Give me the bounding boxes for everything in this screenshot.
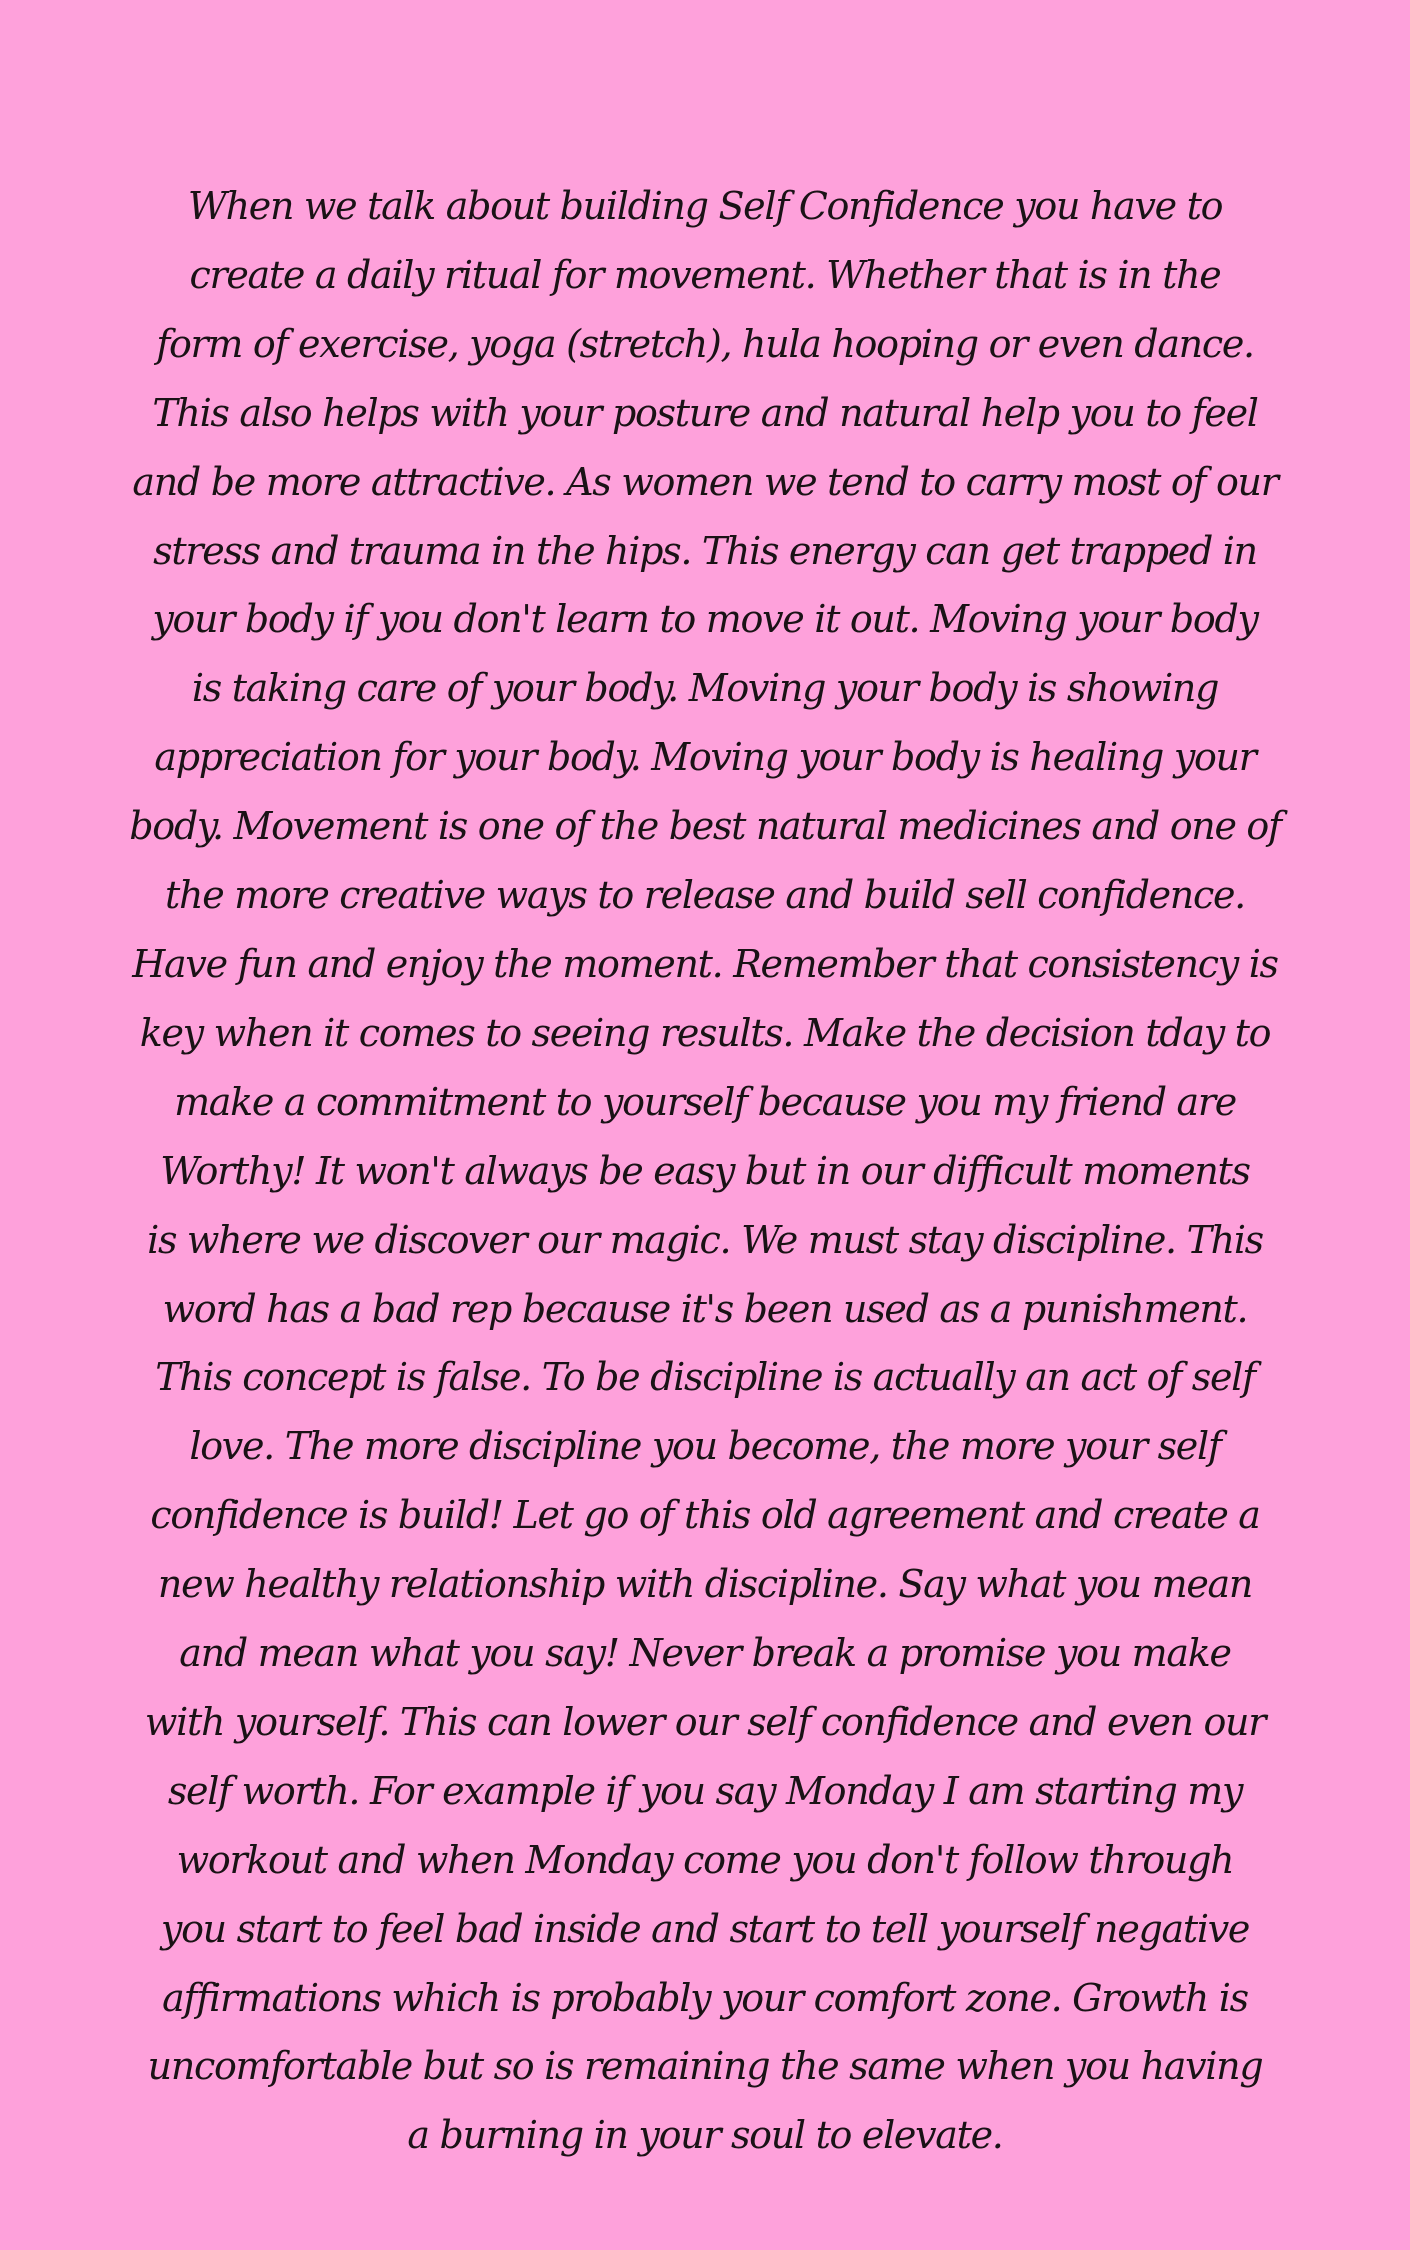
text-line: This also helps with your posture and natural help you to feel bbox=[152, 390, 1258, 435]
text-line: stress and trauma in the hips. This energy can get trapped in bbox=[153, 528, 1257, 573]
text-line: love. The more discipline you become, the more your self bbox=[189, 1424, 1221, 1469]
text-line: with yourself. This can lower our self confidence and even our bbox=[144, 1699, 1266, 1744]
body-text bbox=[90, 172, 1320, 2170]
text-line: This concept is false. To be discipline is actually an act of self bbox=[155, 1355, 1255, 1400]
text-line: your body if you don't learn to move it out. Moving your body bbox=[152, 597, 1258, 642]
text-line: key when it comes to seeing results. Make the decision tday to bbox=[139, 1010, 1271, 1055]
text-line: appreciation for your body. Moving your body is healing your bbox=[154, 735, 1256, 780]
text-line: a burning in your soul to elevate. bbox=[407, 2113, 1003, 2158]
text-line: is where we discover our magic. We must stay discipline. This bbox=[147, 1217, 1263, 1262]
text-line: confidence is build! Let go of this old agreement and create a bbox=[150, 1493, 1260, 1538]
text-line: form of exercise, yoga (stretch), hula hooping or even dance. bbox=[156, 321, 1254, 366]
text-line: new healthy relationship with discipline. Say what you mean bbox=[157, 1562, 1253, 1607]
text-line: Have fun and enjoy the moment. Remember that consistency is bbox=[132, 941, 1278, 986]
text-line: make a commitment to yourself because you my friend are bbox=[174, 1079, 1236, 1124]
text-line: Worthy! It won't always be easy but in our difficult moments bbox=[160, 1148, 1250, 1193]
text-line: the more creative ways to release and build sell confidence. bbox=[165, 873, 1245, 918]
text-line: you start to feel bad inside and start to tell yourself negative bbox=[160, 1906, 1250, 1951]
text-line: workout and when Monday come you don't follow through bbox=[176, 1837, 1234, 1882]
text-line: and be more attractive. As women we tend to carry most of our bbox=[132, 459, 1278, 504]
text-line: self worth. For example if you say Monday I am starting my bbox=[167, 1768, 1243, 1813]
text-line: affirmations which is probably your comfort zone. Growth is bbox=[162, 1975, 1248, 2020]
text-line: word has a bad rep because it's been used as a punishment. bbox=[162, 1286, 1248, 1331]
text-line: is taking care of your body. Moving your body is showing bbox=[191, 666, 1219, 711]
text-line: and mean what you say! Never break a promise you make bbox=[179, 1631, 1231, 1676]
text-line: create a daily ritual for movement. Whether that is in the bbox=[189, 252, 1221, 297]
text-line: uncomfortable but so is remaining the same when you having bbox=[147, 2044, 1263, 2089]
text-line: When we talk about building Self Confidence you have to bbox=[187, 184, 1223, 228]
text-line: body. Movement is one of the best natural medicines and one of bbox=[129, 804, 1281, 849]
